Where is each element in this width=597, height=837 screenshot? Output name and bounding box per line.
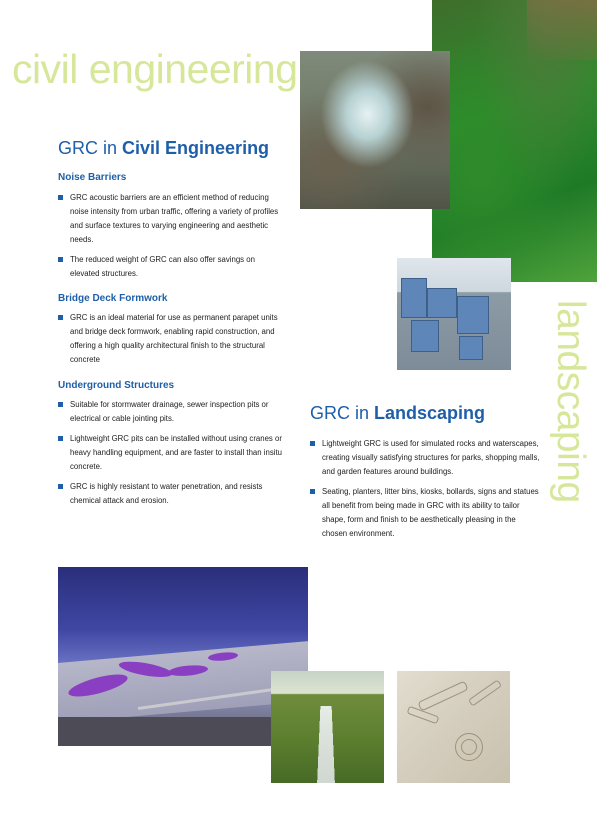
planters-photo — [397, 258, 511, 370]
decorative-relief-photo — [397, 671, 510, 783]
purple-pattern — [168, 664, 208, 677]
waterfall-photo — [300, 51, 450, 209]
bridge-deck-heading: Bridge Deck Formwork — [58, 293, 168, 304]
list-item: GRC is highly resistant to water penetration, and resists chemical attack and erosion. — [58, 480, 283, 508]
planter-shape — [411, 320, 439, 352]
culvert-channel — [317, 706, 336, 783]
purple-pattern — [67, 670, 129, 701]
green-gradient-panel — [432, 0, 597, 282]
title-prefix: GRC in — [310, 403, 370, 423]
list-item: The reduced weight of GRC can also offer savings on elevated structures. — [58, 253, 283, 281]
divider-line — [380, 209, 432, 210]
planter-shape — [457, 296, 489, 334]
purple-pattern — [208, 651, 238, 662]
underground-structures-heading: Underground Structures — [58, 380, 175, 391]
list-item: Seating, planters, litter bins, kiosks, bollards, signs and statues all benefit from being made in GRC with its ability to tailor shape, form and finish to be aesthetically pleasing in the chosen environment. — [310, 485, 540, 541]
bridge-deck-list — [58, 311, 283, 373]
title-prefix: GRC in — [58, 138, 118, 158]
relief-pattern — [468, 679, 502, 706]
planter-shape — [401, 278, 427, 318]
title-bold: Landscaping — [374, 403, 486, 423]
civil-engineering-title — [58, 138, 269, 159]
underground-structures-list — [58, 398, 283, 514]
hero-title-civil-engineering: civil engineering — [12, 46, 298, 92]
hero-title-landscaping-text: landscaping — [549, 300, 592, 503]
list-item: Lightweight GRC is used for simulated rocks and waterscapes, creating visually satisfying structures for parks, shopping malls, and garden features around buildings. — [310, 437, 540, 479]
divider-line — [380, 209, 381, 259]
list-item: GRC is an ideal material for use as permanent parapet units and bridge deck formwork, enabling rapid construction, and offering a high quality architectural finish to the structural concrete — [58, 311, 283, 367]
noise-barriers-list — [58, 191, 283, 287]
noise-barriers-heading: Noise Barriers — [58, 172, 127, 183]
landscaping-title — [310, 403, 485, 424]
planter-shape — [427, 288, 457, 318]
list-item: Suitable for stormwater drainage, sewer inspection pits or electrical or cable jointing pits. — [58, 398, 283, 426]
landscaping-list — [310, 437, 540, 547]
title-bold: Civil Engineering — [122, 138, 270, 158]
list-item: GRC acoustic barriers are an efficient method of reducing noise intensity from urban traffic, offering a variety of profiles and surface textures to varying engineering and aesthetic needs. — [58, 191, 283, 247]
relief-pattern — [417, 680, 468, 711]
culvert-photo — [271, 671, 384, 783]
planter-shape — [459, 336, 483, 360]
list-item: Lightweight GRC pits can be installed without using cranes or heavy handling equipment, and are faster to install than insitu concrete. — [58, 432, 283, 474]
relief-pattern — [461, 739, 477, 755]
